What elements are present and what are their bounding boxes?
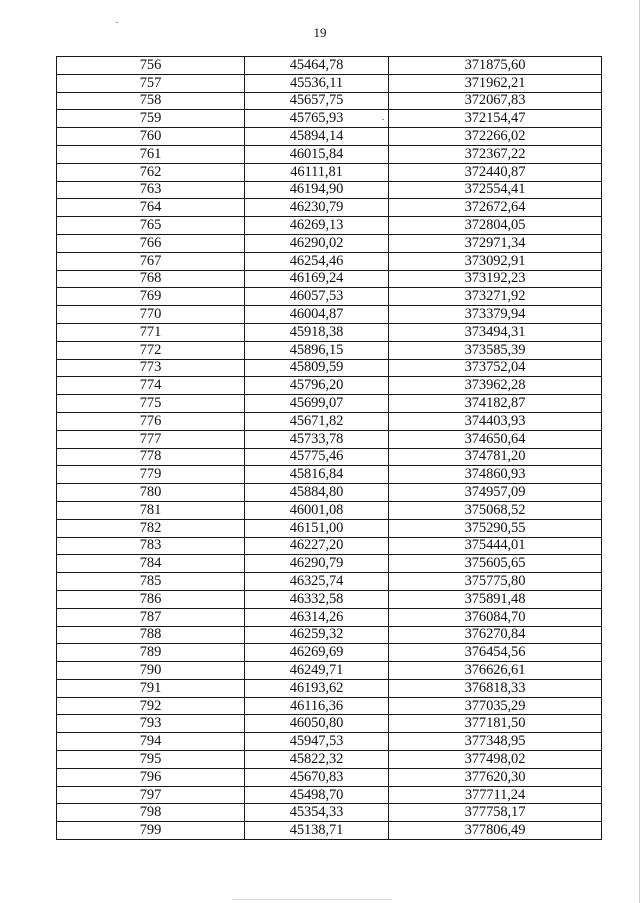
point-number-cell: 795 (57, 751, 245, 769)
point-number-cell: 785 (57, 573, 245, 591)
y-coordinate-cell: 373379,94 (389, 306, 602, 324)
table-row (57, 466, 602, 484)
y-coordinate-cell: 377498,02 (389, 751, 602, 769)
table-row (57, 252, 602, 270)
x-coordinate-cell: 45918,38 (245, 323, 389, 341)
table-row (57, 234, 602, 252)
point-number-cell: 779 (57, 466, 245, 484)
x-coordinate-cell: 45809,59 (245, 359, 389, 377)
x-coordinate-cell: 46194,90 (245, 181, 389, 199)
point-number-cell: 766 (57, 234, 245, 252)
point-number-cell: 764 (57, 199, 245, 217)
x-coordinate-cell: 45670,83 (245, 768, 389, 786)
x-coordinate-cell: 45884,80 (245, 484, 389, 502)
y-coordinate-cell: 376626,61 (389, 662, 602, 680)
y-coordinate-cell: 374860,93 (389, 466, 602, 484)
y-coordinate-cell: 372367,22 (389, 145, 602, 163)
point-number-cell: 796 (57, 768, 245, 786)
x-coordinate-cell: 46230,79 (245, 199, 389, 217)
table-row (57, 715, 602, 733)
y-coordinate-cell: 372440,87 (389, 163, 602, 181)
point-number-cell: 756 (57, 57, 245, 75)
x-coordinate-cell: 46057,53 (245, 288, 389, 306)
point-number-cell: 776 (57, 412, 245, 430)
point-number-cell: 778 (57, 448, 245, 466)
table-row (57, 697, 602, 715)
y-coordinate-cell: 373962,28 (389, 377, 602, 395)
table-row (57, 786, 602, 804)
x-coordinate-cell: 46015,84 (245, 145, 389, 163)
y-coordinate-cell: 376454,56 (389, 644, 602, 662)
table-row (57, 430, 602, 448)
table-row (57, 217, 602, 235)
x-coordinate-cell: 46249,71 (245, 662, 389, 680)
table-row (57, 733, 602, 751)
table-row (57, 323, 602, 341)
table-row (57, 608, 602, 626)
x-coordinate-cell: 45894,14 (245, 128, 389, 146)
y-coordinate-cell: 374182,87 (389, 395, 602, 413)
table-row (57, 484, 602, 502)
y-coordinate-cell: 375891,48 (389, 590, 602, 608)
y-coordinate-cell: 375068,52 (389, 501, 602, 519)
point-number-cell: 761 (57, 145, 245, 163)
table-row (57, 270, 602, 288)
x-coordinate-cell: 46050,80 (245, 715, 389, 733)
table-row (57, 590, 602, 608)
x-coordinate-cell: 45354,33 (245, 804, 389, 822)
table-row (57, 74, 602, 92)
table-row (57, 644, 602, 662)
coordinates-table (56, 56, 602, 840)
point-number-cell: 780 (57, 484, 245, 502)
y-coordinate-cell: 372266,02 (389, 128, 602, 146)
y-coordinate-cell: 371875,60 (389, 57, 602, 75)
x-coordinate-cell: 45822,32 (245, 751, 389, 769)
table-row (57, 412, 602, 430)
y-coordinate-cell: 377711,24 (389, 786, 602, 804)
y-coordinate-cell: 376084,70 (389, 608, 602, 626)
point-number-cell: 774 (57, 377, 245, 395)
y-coordinate-cell: 376818,33 (389, 679, 602, 697)
x-coordinate-cell: 45947,53 (245, 733, 389, 751)
x-coordinate-cell: 45699,07 (245, 395, 389, 413)
point-number-cell: 784 (57, 555, 245, 573)
table-row (57, 679, 602, 697)
y-coordinate-cell: 377181,50 (389, 715, 602, 733)
page-number: 19 (313, 25, 327, 40)
y-coordinate-cell: 372554,41 (389, 181, 602, 199)
table-row (57, 181, 602, 199)
table-row (57, 822, 602, 840)
point-number-cell: 789 (57, 644, 245, 662)
x-coordinate-cell: 46001,08 (245, 501, 389, 519)
table-row (57, 751, 602, 769)
point-number-cell: 765 (57, 217, 245, 235)
point-number-cell: 793 (57, 715, 245, 733)
y-coordinate-cell: 377620,30 (389, 768, 602, 786)
table-row (57, 288, 602, 306)
x-coordinate-cell: 46259,32 (245, 626, 389, 644)
point-number-cell: 768 (57, 270, 245, 288)
y-coordinate-cell: 372067,83 (389, 92, 602, 110)
coordinates-table-body (57, 57, 602, 840)
table-row (57, 359, 602, 377)
table-row (57, 555, 602, 573)
y-coordinate-cell: 374403,93 (389, 412, 602, 430)
point-number-cell: 777 (57, 430, 245, 448)
table-row (57, 395, 602, 413)
y-coordinate-cell: 373494,31 (389, 323, 602, 341)
point-number-cell: 763 (57, 181, 245, 199)
y-coordinate-cell: 377348,95 (389, 733, 602, 751)
x-coordinate-cell: 46151,00 (245, 519, 389, 537)
y-coordinate-cell: 374781,20 (389, 448, 602, 466)
point-number-cell: 798 (57, 804, 245, 822)
table-row (57, 341, 602, 359)
point-number-cell: 773 (57, 359, 245, 377)
point-number-cell: 771 (57, 323, 245, 341)
y-coordinate-cell: 373271,92 (389, 288, 602, 306)
x-coordinate-cell: 46116,36 (245, 697, 389, 715)
x-coordinate-cell: 45671,82 (245, 412, 389, 430)
y-coordinate-cell: 372672,64 (389, 199, 602, 217)
table-row (57, 537, 602, 555)
y-coordinate-cell: 374957,09 (389, 484, 602, 502)
x-coordinate-cell: 45816,84 (245, 466, 389, 484)
y-coordinate-cell: 377758,17 (389, 804, 602, 822)
point-number-cell: 799 (57, 822, 245, 840)
table-row (57, 163, 602, 181)
point-number-cell: 769 (57, 288, 245, 306)
y-coordinate-cell: 376270,84 (389, 626, 602, 644)
x-coordinate-cell: 46290,79 (245, 555, 389, 573)
point-number-cell: 767 (57, 252, 245, 270)
table-row (57, 804, 602, 822)
point-number-cell: 757 (57, 74, 245, 92)
x-coordinate-cell: 46254,46 (245, 252, 389, 270)
x-coordinate-cell: 46269,69 (245, 644, 389, 662)
x-coordinate-cell: 45464,78 (245, 57, 389, 75)
y-coordinate-cell: 372804,05 (389, 217, 602, 235)
y-coordinate-cell: 373192,23 (389, 270, 602, 288)
table-row (57, 145, 602, 163)
y-coordinate-cell: 377035,29 (389, 697, 602, 715)
point-number-cell: 787 (57, 608, 245, 626)
x-coordinate-cell: 46332,58 (245, 590, 389, 608)
y-coordinate-cell: 375605,65 (389, 555, 602, 573)
table-row (57, 768, 602, 786)
point-number-cell: 782 (57, 519, 245, 537)
y-coordinate-cell: 373092,91 (389, 252, 602, 270)
x-coordinate-cell: 46193,62 (245, 679, 389, 697)
table-row (57, 501, 602, 519)
y-coordinate-cell: 371962,21 (389, 74, 602, 92)
y-coordinate-cell: 372971,34 (389, 234, 602, 252)
point-number-cell: 781 (57, 501, 245, 519)
y-coordinate-cell: 372154,47 (389, 110, 602, 128)
x-coordinate-cell: 46169,24 (245, 270, 389, 288)
x-coordinate-cell: 45498,70 (245, 786, 389, 804)
scan-speck (116, 22, 118, 23)
point-number-cell: 786 (57, 590, 245, 608)
scan-bottom-edge (232, 899, 392, 900)
x-coordinate-cell: 45796,20 (245, 377, 389, 395)
x-coordinate-cell: 45657,75 (245, 92, 389, 110)
point-number-cell: 762 (57, 163, 245, 181)
table-row (57, 199, 602, 217)
x-coordinate-cell: 45536,11 (245, 74, 389, 92)
y-coordinate-cell: 374650,64 (389, 430, 602, 448)
y-coordinate-cell: 375444,01 (389, 537, 602, 555)
x-coordinate-cell: 46111,81 (245, 163, 389, 181)
x-coordinate-cell: 46227,20 (245, 537, 389, 555)
y-coordinate-cell: 377806,49 (389, 822, 602, 840)
x-coordinate-cell: 46004,87 (245, 306, 389, 324)
x-coordinate-cell: 45775,46 (245, 448, 389, 466)
x-coordinate-cell: 46269,13 (245, 217, 389, 235)
point-number-cell: 772 (57, 341, 245, 359)
point-number-cell: 794 (57, 733, 245, 751)
x-coordinate-cell: 46325,74 (245, 573, 389, 591)
x-coordinate-cell: 45733,78 (245, 430, 389, 448)
point-number-cell: 760 (57, 128, 245, 146)
table-row (57, 626, 602, 644)
x-coordinate-cell: 45138,71 (245, 822, 389, 840)
y-coordinate-cell: 373585,39 (389, 341, 602, 359)
table-row (57, 448, 602, 466)
point-number-cell: 797 (57, 786, 245, 804)
table-row (57, 57, 602, 75)
table-row (57, 110, 602, 128)
point-number-cell: 775 (57, 395, 245, 413)
point-number-cell: 759 (57, 110, 245, 128)
x-coordinate-cell: 45765,93 (245, 110, 389, 128)
table-row (57, 377, 602, 395)
point-number-cell: 788 (57, 626, 245, 644)
table-row (57, 128, 602, 146)
x-coordinate-cell: 46290,02 (245, 234, 389, 252)
point-number-cell: 792 (57, 697, 245, 715)
table-row (57, 92, 602, 110)
table-row (57, 662, 602, 680)
point-number-cell: 758 (57, 92, 245, 110)
x-coordinate-cell: 46314,26 (245, 608, 389, 626)
y-coordinate-cell: 375290,55 (389, 519, 602, 537)
point-number-cell: 790 (57, 662, 245, 680)
table-row (57, 306, 602, 324)
point-number-cell: 783 (57, 537, 245, 555)
point-number-cell: 770 (57, 306, 245, 324)
point-number-cell: 791 (57, 679, 245, 697)
table-row (57, 573, 602, 591)
table-row (57, 519, 602, 537)
x-coordinate-cell: 45896,15 (245, 341, 389, 359)
y-coordinate-cell: 373752,04 (389, 359, 602, 377)
y-coordinate-cell: 375775,80 (389, 573, 602, 591)
